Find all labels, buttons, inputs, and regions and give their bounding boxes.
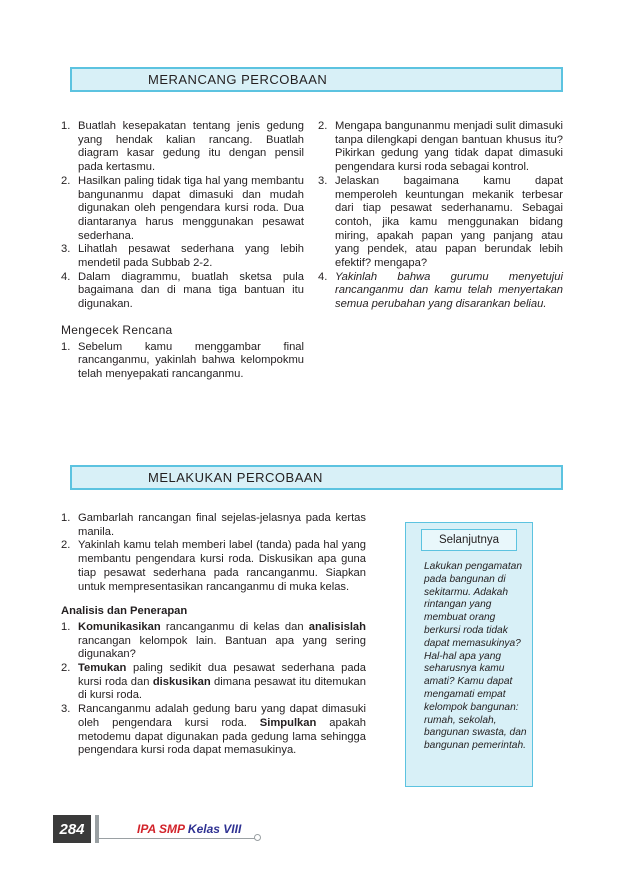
- right-column: [318, 120, 563, 312]
- section-title: MERANCANG PERCOBAAN: [148, 72, 328, 87]
- list-item: 1. Komunikasikan rancanganmu di kelas dan analisislah rancangan kelompok lain. Bantuan apa yang sering digunakan?: [61, 620, 366, 661]
- selanjutnya-title: Selanjutnya: [421, 529, 517, 551]
- check-list: [61, 341, 304, 382]
- selanjutnya-box: [405, 522, 533, 787]
- list-item: 2. Yakinlah kamu telah memberi label (tanda) pada hal yang membantu pengendara kursi roda. Diskusikan apa guna tiap pesawat sederhana pada rancanganmu. Siapkan untuk mempresentasikan rancanganmu di muka kelas.: [61, 539, 366, 593]
- page-number-box: [53, 815, 91, 843]
- list-item: 2. Hasilkan paling tidak tiga hal yang membantu bangunanmu dapat dimasuki dan mudah digunakan oleh pengendara kursi roda. Dua diantaranya harus menggunakan pesawat sederhana.: [61, 174, 304, 242]
- list-item: 3. Jelaskan bagaimana kamu dapat memperoleh keuntungan mekanik terbesar dari tiap pesawat sederhanamu. Sebagai contoh, jika kamu menggunakan bidang miring, apakah papan yang panjang atau yang pendek, atau papan berundak lebih efektif? mengapa?: [318, 174, 563, 270]
- section-title: MELAKUKAN PERCOBAAN: [148, 470, 323, 485]
- procedure-list: [61, 512, 366, 594]
- list-item: 1. Buatlah kesepakatan tentang jenis gedung yang hendak kalian rancang. Buatlah diagram kasar gedung itu dengan pensil pada kertasmu.: [61, 120, 304, 174]
- footer-rule: [99, 838, 257, 839]
- footer-book-title: IPA SMP Kelas VIII: [137, 822, 242, 836]
- list-item: 4. Yakinlah bahwa gurumu menyetujui rancanganmu dan kamu telah menyertakan semua perubahan yang disarankan beliau.: [318, 270, 563, 311]
- section-banner-merancang: [70, 67, 563, 92]
- list-item: 2. Mengapa bangunanmu menjadi sulit dimasuki tanpa dilengkapi dengan bantuan khusus itu? Pikirkan gedung yang tidak dapat dimasuki pengendara kursi roda sebagai kontrol.: [318, 120, 563, 174]
- selanjutnya-text: Lakukan pengamatan pada bangunan di sekitarmu. Adakah rintangan yang membuat orang berkursi roda tidak dapat memasukinya? Hal-hal apa yang seharusnya kamu amati? Kamu dapat mengamati empat kelompok bangunan: rumah, sekolah, bangunan swasta, dan bangunan pemerintah.: [424, 561, 527, 752]
- section-banner-melakukan: [70, 465, 563, 490]
- list-item: 1. Gambarlah rancangan final sejelas-jelasnya pada kertas manila.: [61, 512, 366, 538]
- step-list: [61, 120, 304, 312]
- subheading-analisis: Analisis dan Penerapan: [61, 605, 188, 618]
- list-item: 1. Sebelum kamu menggambar final rancanganmu, yakinlah bahwa kelompokmu telah menyepakati rancanganmu.: [61, 340, 304, 380]
- page-number: 284: [59, 821, 85, 838]
- list-item: 3. Lihatlah pesawat sederhana yang lebih mendetil pada Subbab 2-2.: [61, 243, 304, 270]
- footer-circle-ornament: [254, 834, 261, 841]
- analysis-list: [61, 621, 366, 758]
- left-column: [61, 120, 304, 382]
- procedure-column: [61, 512, 366, 758]
- list-item: 2. Temukan paling sedikit dua pesawat sederhana pada kursi roda dan diskusikan dimana pesawat itu ditemukan di kursi roda.: [61, 662, 366, 702]
- step-list: [318, 120, 563, 312]
- subheading-mengecek-rencana: Mengecek Rencana: [61, 322, 173, 337]
- list-item: 3. Rancanganmu adalah gedung baru yang dapat dimasuki oleh pengendara kursi roda. Simpulkan apakah metodemu dapat digunakan pada gedung lama sehingga pengendara kursi roda dapat memasukinya.: [61, 703, 366, 757]
- list-item: 4. Dalam diagrammu, buatlah sketsa pula bagaimana dan di mana tiga bantuan itu digunakan.: [61, 270, 304, 311]
